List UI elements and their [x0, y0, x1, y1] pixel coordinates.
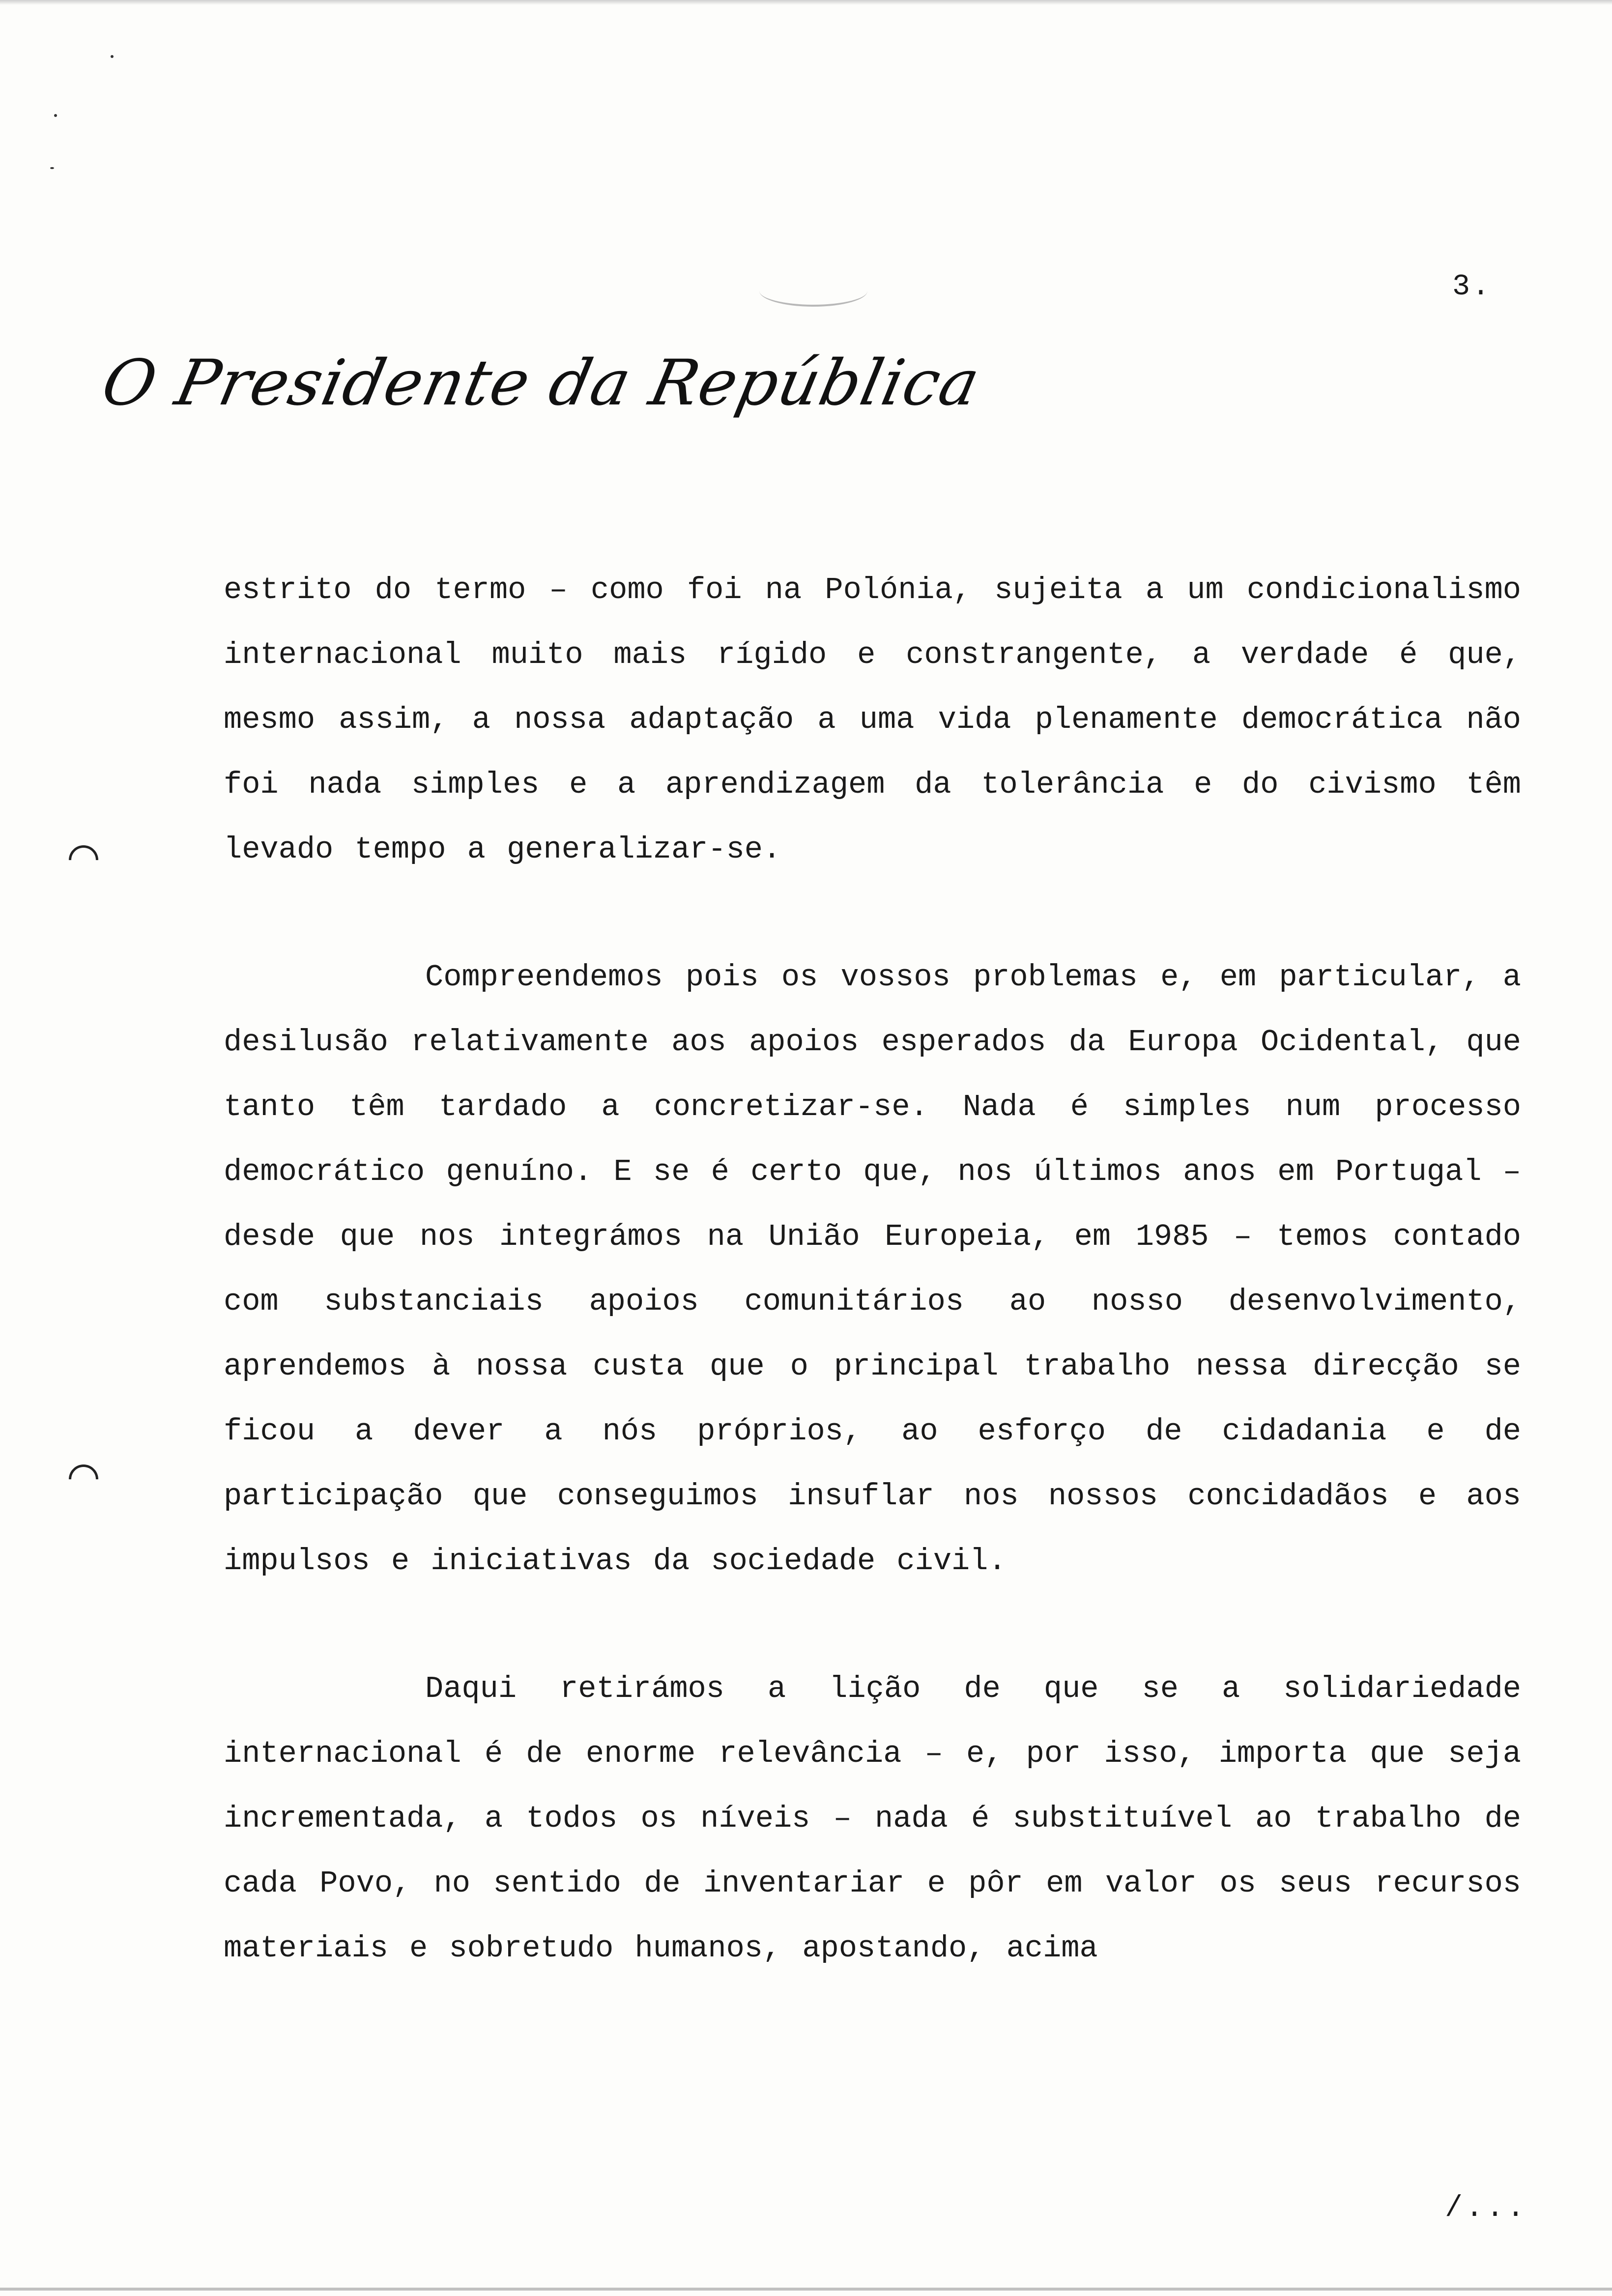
continuation-mark: /...: [1445, 2192, 1528, 2225]
paragraph-3: Daqui retirámos a lição de que se a solidariedade internacional é de enorme relevância – e, por isso, importa que seja incrementada, a todos os níveis – nada é substituível ao trabalho de cada Povo, no sentido de inventariar e pôr em valor os seus recursos materiais e sobretudo humanos, apostando, acima: [224, 1671, 1521, 1966]
punch-hole-top: [63, 839, 105, 881]
scan-top-edge: [0, 0, 1612, 5]
scan-bottom-edge: [0, 2288, 1612, 2291]
scan-speck: [111, 55, 114, 58]
paragraph-1: estrito do termo – como foi na Polónia, sujeita a um condicionalismo internacional muito mais rígido e constrangente, a verdade é que, mesmo assim, a nossa adaptação a uma vida plenamente democrática não foi nada simples e a aprendizagem da tolerância e do civismo têm levado tempo a generalizar-se.: [224, 573, 1521, 867]
punch-hole-bottom: [63, 1459, 105, 1500]
scan-speck: [54, 114, 57, 117]
scan-speck: [50, 167, 54, 169]
letter-body: [224, 558, 1521, 2044]
faint-seal-mark: [759, 275, 867, 307]
page-number: 3.: [1452, 270, 1492, 304]
paragraph-2: Compreendemos pois os vossos problemas e, em particular, a desilusão relativamente aos apoios esperados da Europa Ocidental, que tanto têm tardado a concretizar-se. Nada é simples num processo democrático genuíno. E se é certo que, nos últimos anos em Portugal – desde que nos integrámos na União Europeia, em 1985 – temos contado com substanciais apoios comunitários ao nosso desenvolvimento, aprendemos à nossa custa que o principal trabalho nessa direcção se ficou a dever a nós próprios, ao esforço de cidadania e de participação que conseguimos insuflar nos nossos concidadãos e aos impulsos e iniciativas da sociedade civil.: [224, 960, 1521, 1578]
letterhead-title: O Presidente da República: [96, 346, 987, 420]
